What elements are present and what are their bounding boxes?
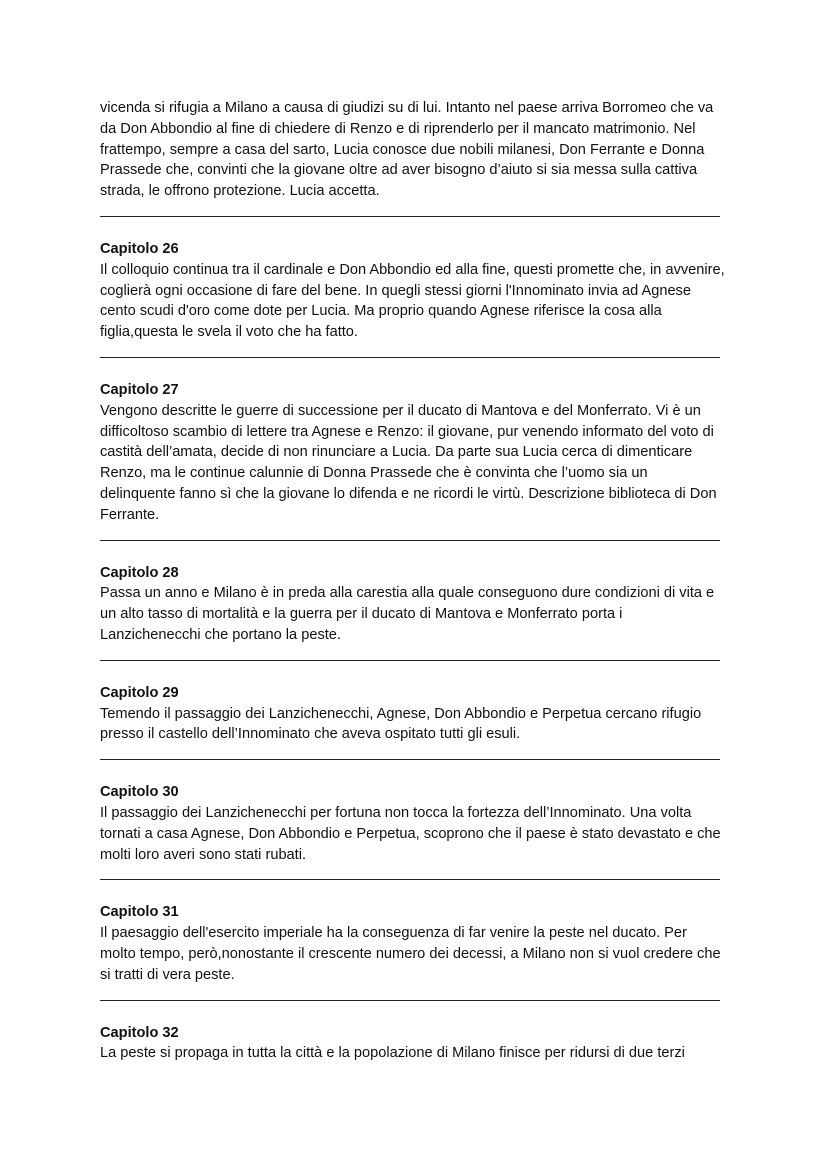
section-divider	[100, 216, 720, 217]
section-divider	[100, 357, 720, 358]
chapter-text: Il colloquio continua tra il cardinale e Don Abbondio ed alla fine, questi promette che, in avvenire, coglierà ogni occasione di fare del bene. In quegli stessi giorni l'Innominato invia ad Agnese cento scudi d'oro come dote per Lucia. Ma proprio quando Agnese riferisce la cosa alla figlia,questa le svela il voto che ha fatto.	[100, 261, 725, 341]
intro-paragraph: vicenda si rifugia a Milano a causa di giudizi su di lui. Intanto nel paese arriva Borromeo che va da Don Abbondio al fine di chiedere di Renzo e di riprenderlo per il mancato matrimonio. Nel frattempo, sempre a casa del sarto, Lucia conosce due nobili milanesi, Don Ferrante e Donna Prassede che, convinti che la giovane oltre ad aver bisogno d’aiuto si sia messa sulla cattiva strada, le offrono protezione. Lucia accetta.	[100, 100, 714, 200]
section-divider	[100, 1000, 720, 1001]
chapter-text: Passa un anno e Milano è in preda alla carestia alla quale conseguono dure condizioni di vita e un alto tasso di mortalità e la guerra per il ducato di Mantova e Monferrato porta i Lanzichenecchi che portano la peste.	[100, 585, 715, 643]
chapter-26	[100, 239, 726, 343]
intro-section	[100, 98, 726, 202]
chapter-text: Vengono descritte le guerre di successione per il ducato di Mantova e del Monferrato. Vi è un difficoltoso scambio di lettere tra Agnese e Renzo: il giovane, pur venendo informato del voto di castità dell’amata, decide di non rinunciare a Lucia. Da parte sua Lucia cerca di dimenticare Renzo, ma le continue calunnie di Donna Prassede che è convinta che l’uomo sia un delinquente fanno sì che la giovane lo difenda e ne ricordi le virtù. Descrizione biblioteca di Don Ferrante.	[100, 402, 717, 523]
section-divider	[100, 879, 720, 880]
chapter-28	[100, 563, 726, 646]
chapter-text: Il paesaggio dell'esercito imperiale ha la conseguenza di far venire la peste nel ducato. Per molto tempo, però,nonostante il crescente numero dei decessi, a Milano non si vuol credere che si tratti di vera peste.	[100, 925, 721, 983]
chapter-29	[100, 683, 726, 745]
document-page	[100, 98, 726, 1064]
chapter-title: Capitolo 31	[100, 904, 179, 921]
chapter-title: Capitolo 32	[100, 1024, 179, 1041]
chapter-text: Temendo il passaggio dei Lanzichenecchi, Agnese, Don Abbondio e Perpetua cercano rifugio presso il castello dell’Innominato che aveva ospitato tutti gli esuli.	[100, 705, 702, 743]
chapter-32	[100, 1023, 726, 1065]
chapter-text: La peste si propaga in tutta la città e la popolazione di Milano finisce per ridursi di due terzi	[100, 1045, 685, 1062]
chapter-title: Capitolo 29	[100, 684, 179, 701]
section-divider	[100, 759, 720, 760]
chapter-27	[100, 380, 726, 526]
chapter-text: Il passaggio dei Lanzichenecchi per fortuna non tocca la fortezza dell’Innominato. Una volta tornati a casa Agnese, Don Abbondio e Perpetua, scoprono che il paese è stato devastato e che molti loro averi sono stati rubati.	[100, 804, 721, 863]
chapter-title: Capitolo 30	[100, 784, 179, 801]
chapter-31	[100, 902, 726, 985]
section-divider	[100, 660, 720, 661]
section-divider	[100, 540, 720, 541]
chapter-title: Capitolo 27	[100, 381, 179, 398]
chapter-title: Capitolo 28	[100, 564, 179, 581]
chapter-30	[100, 782, 726, 865]
chapter-title: Capitolo 26	[100, 240, 179, 257]
